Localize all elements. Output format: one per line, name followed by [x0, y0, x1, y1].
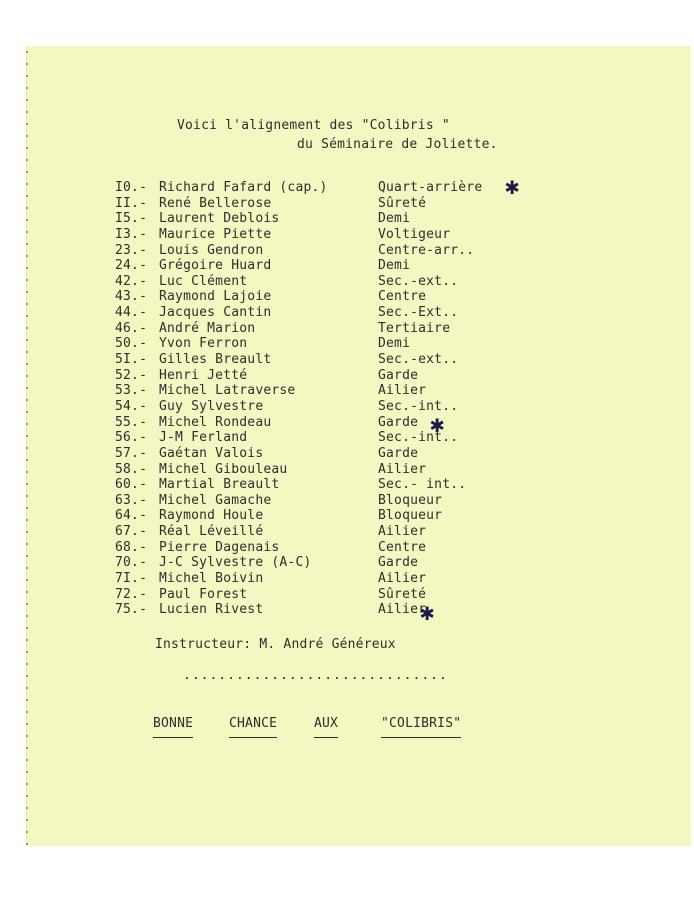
roster-list [115, 172, 535, 627]
player-position: Sûreté [378, 586, 427, 602]
player-position: Demi [378, 211, 411, 227]
player-name: André Marion [159, 320, 256, 336]
instructor-line: Instructeur: M. André Généreux [155, 637, 396, 652]
player-name: Laurent Deblois [159, 211, 280, 227]
slogan-word-3: AUX [314, 716, 338, 738]
player-number: 67.- [115, 524, 148, 540]
player-number: I5.- [115, 211, 148, 227]
player-number: 64.- [115, 508, 148, 524]
player-position: Ailier [378, 602, 427, 618]
player-name: Guy Sylvestre [159, 398, 264, 414]
slogan-word-2: CHANCE [229, 716, 277, 738]
player-name: Paul Forest [159, 586, 248, 602]
player-number: I0.- [115, 180, 148, 195]
player-position: Garde [378, 445, 419, 461]
player-position: Sec.- int.. [378, 477, 467, 493]
player-name: Richard Fafard (cap.) [159, 180, 328, 195]
roster-row [115, 368, 535, 384]
roster-row [115, 243, 535, 259]
player-name: Gaétan Valois [159, 445, 264, 461]
player-number: 52.- [115, 367, 148, 383]
player-number: 63.- [115, 492, 148, 508]
player-position: Demi [378, 258, 411, 274]
player-number: I3.- [115, 226, 148, 242]
player-number: 56.- [115, 430, 148, 446]
player-name: Gilles Breault [159, 352, 272, 368]
player-number: 44.- [115, 305, 148, 321]
roster-row [115, 598, 535, 627]
player-name: Louis Gendron [159, 242, 264, 258]
player-position: Sûreté [378, 195, 427, 211]
roster-row [115, 571, 535, 587]
player-name: Raymond Houle [159, 508, 264, 524]
player-name: Michel Rondeau [159, 414, 272, 430]
player-number: 57.- [115, 445, 148, 461]
roster-row [115, 555, 535, 571]
player-number: 60.- [115, 477, 148, 493]
player-name: Michel Gibouleau [159, 461, 288, 477]
roster-row [115, 383, 535, 399]
player-number: 68.- [115, 539, 148, 555]
player-position: Garde [378, 367, 419, 383]
player-position: Centre-arr.. [378, 242, 475, 258]
roster-row [115, 477, 535, 493]
player-number: 75.- [115, 602, 148, 618]
player-name: Michel Latraverse [159, 383, 296, 399]
roster-row [115, 587, 535, 603]
slogan-word-4: "COLIBRIS" [381, 716, 461, 738]
dotted-signature-line: .............................. [183, 668, 448, 683]
player-name: Michel Boivin [159, 571, 264, 587]
player-number: 24.- [115, 258, 148, 274]
player-name: Maurice Piette [159, 226, 272, 242]
roster-row [115, 211, 535, 227]
player-name: Raymond Lajoie [159, 289, 272, 305]
roster-row [115, 305, 535, 321]
player-position: Ailier [378, 461, 427, 477]
player-position: Tertiaire [378, 320, 451, 336]
perforation-edge [26, 46, 28, 846]
player-number: 70.- [115, 555, 148, 571]
player-number: 5I.- [115, 352, 148, 368]
player-position: Sec.-ext.. [378, 273, 459, 289]
player-position: Sec.-ext.. [378, 352, 459, 368]
player-number: 58.- [115, 461, 148, 477]
roster-row [115, 321, 535, 337]
roster-row [115, 399, 535, 415]
player-name: Martial Breault [159, 477, 280, 493]
player-position: Ailier [378, 383, 427, 399]
roster-row [115, 446, 535, 462]
player-position: Ailier [378, 571, 427, 587]
roster-row [115, 352, 535, 368]
roster-row [115, 196, 535, 212]
player-number: 72.- [115, 586, 148, 602]
slogan-word-1: BONNE [153, 716, 193, 738]
roster-row [115, 430, 535, 446]
player-number: 7I.- [115, 571, 148, 587]
player-name: J-C Sylvestre (A-C) [159, 555, 312, 571]
asterisk-mark-icon: ✱ [420, 598, 435, 627]
player-position: Quart-arrière [378, 180, 483, 195]
player-name: J-M Ferland [159, 430, 248, 446]
player-name: Michel Gamache [159, 492, 272, 508]
player-position: Sec.-int.. [378, 398, 459, 414]
player-position: Demi [378, 336, 411, 352]
asterisk-mark-icon: ✱ [505, 172, 520, 200]
player-position: Ailier [378, 524, 427, 540]
roster-row [115, 508, 535, 524]
player-number: 53.- [115, 383, 148, 399]
player-number: 43.- [115, 289, 148, 305]
player-name: René Bellerose [159, 195, 272, 211]
roster-row [115, 172, 535, 200]
player-number: 50.- [115, 336, 148, 352]
roster-row [115, 258, 535, 274]
player-position: Sec.-Ext.. [378, 305, 459, 321]
roster-row [115, 289, 535, 305]
roster-row [115, 493, 535, 509]
player-position: Bloqueur [378, 492, 443, 508]
roster-row [115, 462, 535, 478]
player-name: Luc Clément [159, 273, 248, 289]
player-position: Sec.-int.. [378, 430, 459, 446]
player-number: II.- [115, 195, 148, 211]
roster-row [115, 336, 535, 352]
player-number: 54.- [115, 398, 148, 414]
player-number: 23.- [115, 242, 148, 258]
player-name: Pierre Dagenais [159, 539, 280, 555]
title-line-1: Voici l'alignement des "Colibris " [177, 118, 450, 133]
roster-row [115, 274, 535, 290]
player-number: 46.- [115, 320, 148, 336]
player-position: Centre [378, 289, 427, 305]
player-name: Yvon Ferron [159, 336, 248, 352]
player-position: Bloqueur [378, 508, 443, 524]
player-position: Garde [378, 555, 419, 571]
roster-row [115, 227, 535, 243]
player-name: Réal Léveillé [159, 524, 264, 540]
roster-row [115, 524, 535, 540]
player-name: Lucien Rivest [159, 602, 264, 618]
title-line-2: du Séminaire de Joliette. [297, 137, 498, 152]
player-name: Grégoire Huard [159, 258, 272, 274]
player-name: Henri Jetté [159, 367, 248, 383]
player-name: Jacques Cantin [159, 305, 272, 321]
asterisk-mark-icon: ✱ [430, 409, 445, 438]
player-position: Garde [378, 414, 419, 430]
player-number: 42.- [115, 273, 148, 289]
player-position: Centre [378, 539, 427, 555]
player-number: 55.- [115, 414, 148, 430]
roster-row [115, 540, 535, 556]
player-position: Voltigeur [378, 226, 451, 242]
